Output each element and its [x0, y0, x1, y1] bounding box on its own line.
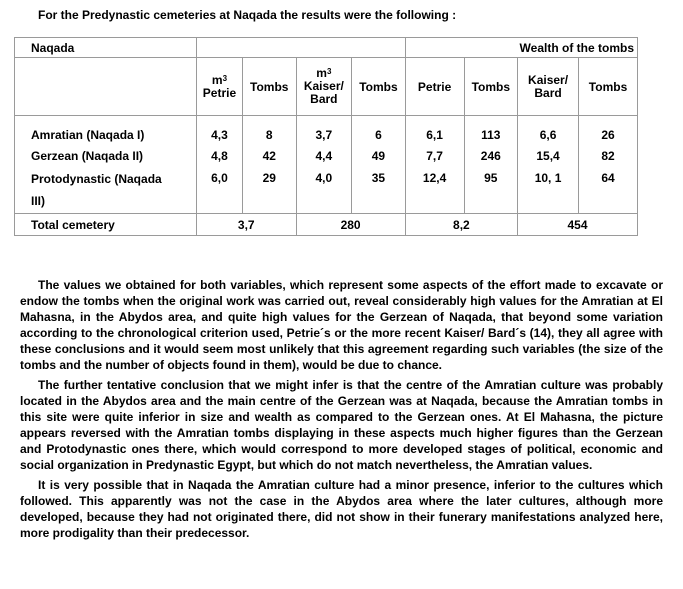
paragraph: The values we obtained for both variables, which represent some aspects of the effort made to excavate or endow the tombs when the original work was carried out, reveal considerably high values for the Amratian at El Mahasna, in the Abydos area, and quite high values for the Gerzean of Naqada, that beyond some variation according to the chronological criterion used, Petrie´s or the more recent Kaiser/ Bard´s (14), they all agree with these conclusions and it would seem most unlikely that this agreement regarding such variables (the size of the tombs and the number of objects found in them), would be due to chance. — [20, 278, 663, 372]
table-title-naqada: Naqada — [15, 38, 197, 58]
table-header-row — [15, 58, 638, 116]
table-title-blank — [196, 38, 405, 58]
naqada-results-table — [14, 37, 638, 236]
row-label — [15, 168, 197, 214]
header-tombs-2: Tombs — [352, 58, 406, 116]
table-row-gerzean — [15, 144, 638, 168]
cell: 3,7 — [296, 116, 352, 144]
header-kaiser-label: Kaiser/ — [303, 79, 344, 93]
header-bard-label: Bard — [310, 92, 338, 106]
header-tombs-3: Tombs — [464, 58, 518, 116]
cell: 4,3 — [196, 116, 242, 144]
header-wealth-petrie: Petrie — [405, 58, 464, 116]
header-m3-kaiser — [296, 58, 352, 116]
header-petrie-label: Petrie — [202, 85, 237, 100]
cell: 26 — [579, 116, 638, 144]
cell: 4,8 — [196, 144, 242, 168]
paragraph: It is very possible that in Naqada the Amratian culture had a minor presence, inferior to the cultures which followed. This apparently was not the case in the Abydos area where the later cultures, although more developed, because they had not originated there, did not show in their funerary manifestations analyzed here, more prodigality than their predecessor. — [20, 478, 663, 540]
unit-m: m — [316, 66, 327, 80]
cell: 280 — [296, 214, 405, 236]
unit-sup: 3 — [326, 67, 332, 76]
cell: 12,4 — [405, 168, 464, 214]
header-tombs-1: Tombs — [242, 58, 296, 116]
cell: 6 — [352, 116, 406, 144]
row-label-line1: Protodynastic (Naqada — [31, 171, 162, 186]
cell: 454 — [518, 214, 638, 236]
cell: 3,7 — [196, 214, 296, 236]
table-row-amratian — [15, 116, 638, 144]
header-m3-petrie — [196, 58, 242, 116]
header-tombs-4: Tombs — [579, 58, 638, 116]
table-title-wealth: Wealth of the tombs — [405, 38, 637, 58]
cell: 246 — [464, 144, 518, 168]
row-label-line2: III) — [31, 193, 45, 208]
table-title-row — [15, 38, 638, 58]
header-kaiser-label: Kaiser/ — [528, 72, 569, 87]
body-text — [20, 277, 663, 545]
cell: 4,4 — [296, 144, 352, 168]
cell: 42 — [242, 144, 296, 168]
table-row-total — [15, 214, 638, 236]
cell: 6,1 — [405, 116, 464, 144]
row-label: Gerzean (Naqada II) — [15, 144, 197, 168]
cell: 4,0 — [296, 168, 352, 214]
cell: 15,4 — [518, 144, 579, 168]
cell: 64 — [579, 168, 638, 214]
unit-m: m — [211, 72, 223, 87]
cell: 6,0 — [196, 168, 242, 214]
cell: 29 — [242, 168, 296, 214]
table-row-protodynastic — [15, 168, 638, 214]
header-wealth-kaiser — [518, 58, 579, 116]
cell: 95 — [464, 168, 518, 214]
cell: 49 — [352, 144, 406, 168]
cell: 35 — [352, 168, 406, 214]
cell: 113 — [464, 116, 518, 144]
cell: 6,6 — [518, 116, 579, 144]
cell: 8,2 — [405, 214, 517, 236]
cell: 8 — [242, 116, 296, 144]
paragraph: The further tentative conclusion that we might infer is that the centre of the Amratian culture was probably located in the Abydos area and the main centre of the Gerzean was at Naqada, because the Amratian tombs in this site were quite inferior in size and wealth as compared to the Gerzean ones. At El Mahasna, the picture appears reversed with the Amratian tombs displaying in these aspects much higher figures than the Gerzean and Protodynastic ones there, which would correspond to more developed stages of political, economic and social organization in Predynastic Egypt, but which do not match nevertheless, the Amratian values. — [20, 378, 663, 472]
row-label: Total cemetery — [15, 214, 197, 236]
header-bard-label: Bard — [534, 85, 562, 100]
cell: 10, 1 — [518, 168, 579, 214]
cell: 7,7 — [405, 144, 464, 168]
unit-sup: 3 — [222, 73, 228, 83]
intro-heading: For the Predynastic cemeteries at Naqada the results were the following : — [38, 8, 457, 22]
cell: 82 — [579, 144, 638, 168]
header-empty — [15, 58, 197, 116]
row-label: Amratian (Naqada I) — [15, 116, 197, 144]
